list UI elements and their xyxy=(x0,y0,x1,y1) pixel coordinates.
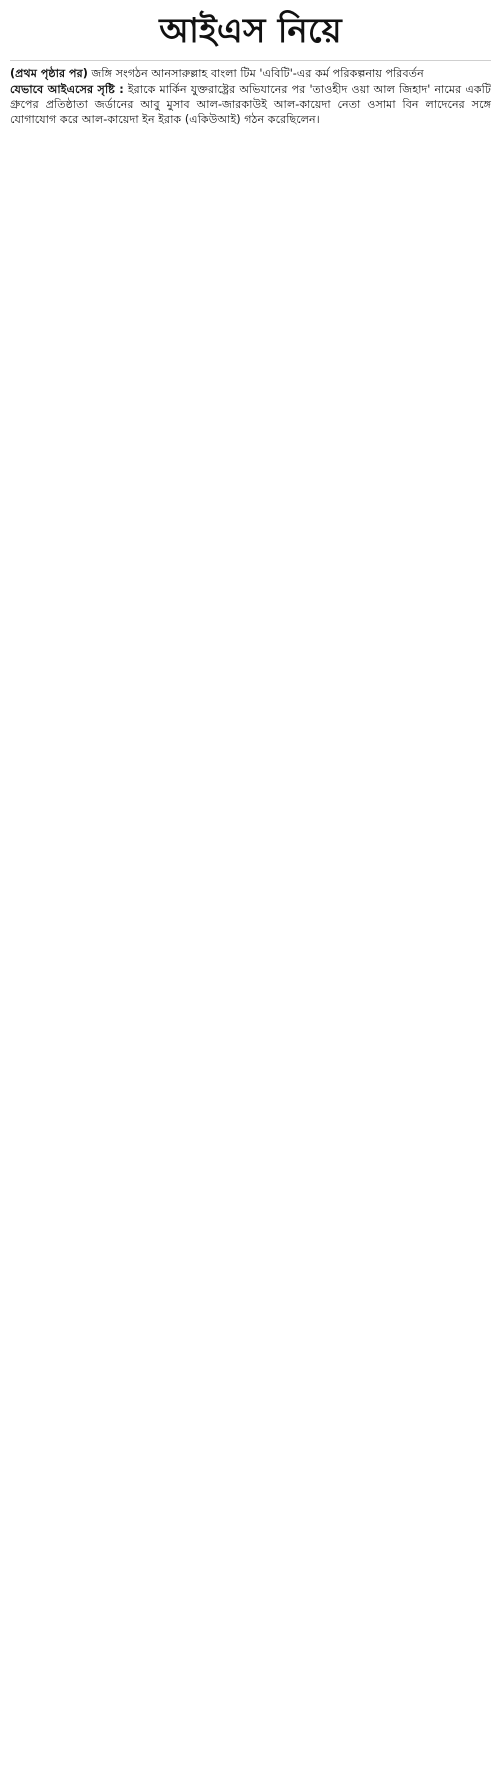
headline: আইএস নিয়ে xyxy=(159,11,342,51)
article-body xyxy=(10,67,491,128)
article-intro-paragraph xyxy=(10,67,491,82)
section-text: ইরাকে মার্কিন যুক্তরাষ্ট্রের অভিযানের পর 'তাওহীদ ওয়া আল জিহাদ' নামের একটি গ্রুপের প্রতিষ্ঠাতা জর্ডানের আবু মুসাব আল-জারকাউই আল-কায়েদা নেতা ওসামা বিন লাদেনের সঙ্গে যোগাযোগ করে আল-কায়েদা ইন ইরাক (একিউআই) গঠন করেছিলেন। xyxy=(10,82,491,126)
section-paragraph xyxy=(10,83,491,128)
section-subheading: যেভাবে আইএসের সৃষ্টি : xyxy=(10,82,124,96)
headline-area xyxy=(10,10,491,61)
article-intro-text: জঙ্গি সংগঠন আনসারুল্লাহ বাংলা টিম 'এবিটি'-এর কর্ম পরিকল্পনায় পরিবর্তন xyxy=(91,67,424,80)
continued-from-front-page-label: (প্রথম পৃষ্ঠার পর) xyxy=(10,67,88,80)
